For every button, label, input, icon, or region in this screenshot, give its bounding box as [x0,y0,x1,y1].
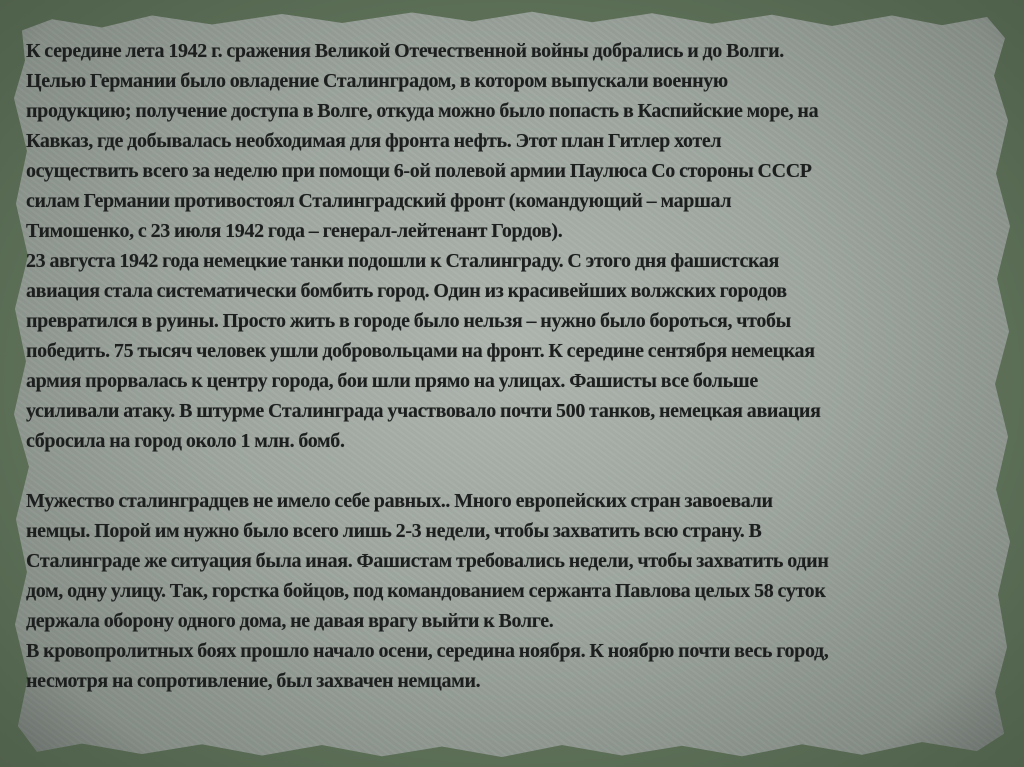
text-line: держала оборону одного дома, не давая врагу выйти к Волге. [26,610,554,632]
text-line: В кровопролитных боях прошло начало осени, середина ноября. К ноябрю почти весь город, [26,640,829,662]
text-line: Целью Германии было овладение Сталинградом, в котором выпускали военную [26,70,728,92]
text-line: Мужество сталинградцев не имело себе равных.. Много европейских стран завоевали [26,490,773,512]
text-line: победить. 75 тысяч человек ушли добровольцами на фронт. К середине сентября немецкая [26,340,815,362]
text-line: превратился в руины. Просто жить в городе было нельзя – нужно было бороться, чтобы [26,310,791,332]
slide-text-body [26,36,994,696]
text-line: Кавказ, где добывалась необходимая для фронта нефть. Этот план Гитлер хотел [26,130,722,152]
text-line: сбросила на город около 1 млн. бомб. [26,430,345,452]
text-line: авиация стала систематически бомбить город. Один из красивейших волжских городов [26,280,787,302]
text-line: дом, одну улицу. Так, горстка бойцов, под командованием сержанта Павлова целых 58 суток [26,580,826,602]
text-line: усиливали атаку. В штурме Сталинграда участвовало почти 500 танков, немецкая авиация [26,400,821,422]
text-line: Тимошенко, с 23 июля 1942 года – генерал-лейтенант Гордов). [26,220,563,242]
text-line: 23 августа 1942 года немецкие танки подошли к Сталинграду. С этого дня фашистская [26,250,780,272]
text-line: продукцию; получение доступа в Волге, откуда можно было попасть в Каспийские море, на [26,100,819,122]
text-line: силам Германии противостоял Сталинградский фронт (командующий – маршал [26,190,732,212]
text-line: К середине лета 1942 г. сражения Великой Отечественной войны добрались и до Волги. [26,40,784,62]
paragraph-gap [26,456,994,486]
text-line: Сталинграде же ситуация была иная. Фашистам требовались недели, чтобы захватить один [26,550,829,572]
text-line: немцы. Порой им нужно было всего лишь 2-3 недели, чтобы захватить всю страну. В [26,520,762,542]
text-line: осуществить всего за неделю при помощи 6-ой полевой армии Паулюса Со стороны СССР [26,160,812,182]
text-line: несмотря на сопротивление, был захвачен немцами. [26,670,481,692]
text-line: армия прорвалась к центру города, бои шли прямо на улицах. Фашисты все больше [26,370,758,392]
